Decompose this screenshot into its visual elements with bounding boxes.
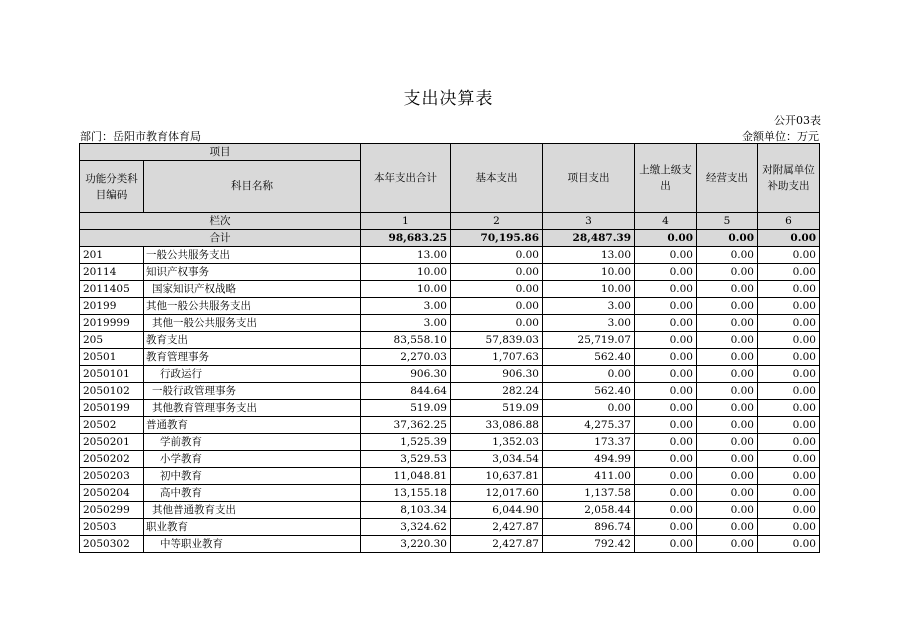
amount-cell: 0.00 xyxy=(697,264,758,281)
column-index: 4 xyxy=(635,213,697,230)
subject-name: 其他一般公共服务支出 xyxy=(144,298,361,315)
table-row xyxy=(80,366,820,383)
amount-cell: 494.99 xyxy=(543,451,635,468)
subject-code: 2011405 xyxy=(80,281,144,298)
amount-cell: 0.00 xyxy=(758,383,820,400)
table-row xyxy=(80,451,820,468)
form-number: 公开03表 xyxy=(774,114,821,127)
amount-cell: 0.00 xyxy=(451,298,543,315)
total-value: 70,195.86 xyxy=(451,230,543,247)
table-row xyxy=(80,519,820,536)
subject-code: 2019999 xyxy=(80,315,144,332)
amount-cell: 1,352.03 xyxy=(451,434,543,451)
amount-cell: 0.00 xyxy=(635,264,697,281)
amount-cell: 0.00 xyxy=(758,536,820,553)
amount-cell: 25,719.07 xyxy=(543,332,635,349)
header-code: 功能分类科目编码 xyxy=(80,161,144,213)
amount-cell: 2,427.87 xyxy=(451,536,543,553)
table-row xyxy=(80,247,820,264)
amount-cell: 0.00 xyxy=(758,485,820,502)
amount-cell: 3.00 xyxy=(543,298,635,315)
subject-code: 20503 xyxy=(80,519,144,536)
subject-name: 教育支出 xyxy=(144,332,361,349)
subject-name: 其他教育管理事务支出 xyxy=(144,400,361,417)
amount-cell: 0.00 xyxy=(635,536,697,553)
amount-cell: 57,839.03 xyxy=(451,332,543,349)
subject-code: 2050302 xyxy=(80,536,144,553)
amount-cell: 2,058.44 xyxy=(543,502,635,519)
amount-cell: 0.00 xyxy=(758,281,820,298)
amount-cell: 0.00 xyxy=(635,298,697,315)
subject-name: 教育管理事务 xyxy=(144,349,361,366)
header-upper: 上缴上级支出 xyxy=(635,144,697,213)
amount-cell: 792.42 xyxy=(543,536,635,553)
amount-cell: 0.00 xyxy=(758,468,820,485)
amount-cell: 3.00 xyxy=(543,315,635,332)
amount-cell: 0.00 xyxy=(635,451,697,468)
amount-cell: 0.00 xyxy=(697,485,758,502)
subject-name: 一般公共服务支出 xyxy=(144,247,361,264)
amount-cell: 0.00 xyxy=(697,349,758,366)
column-index-label: 栏次 xyxy=(80,213,361,230)
amount-cell: 0.00 xyxy=(758,315,820,332)
subject-code: 2050203 xyxy=(80,468,144,485)
amount-cell: 0.00 xyxy=(758,247,820,264)
amount-cell: 906.30 xyxy=(451,366,543,383)
amount-cell: 519.09 xyxy=(451,400,543,417)
amount-cell: 0.00 xyxy=(758,502,820,519)
column-index: 2 xyxy=(451,213,543,230)
amount-cell: 0.00 xyxy=(543,400,635,417)
amount-cell: 0.00 xyxy=(697,451,758,468)
amount-cell: 0.00 xyxy=(635,315,697,332)
table-row xyxy=(80,434,820,451)
amount-cell: 519.09 xyxy=(361,400,451,417)
amount-cell: 0.00 xyxy=(697,298,758,315)
total-value: 0.00 xyxy=(758,230,820,247)
subject-name: 高中教育 xyxy=(144,485,361,502)
amount-cell: 0.00 xyxy=(758,366,820,383)
subject-code: 205 xyxy=(80,332,144,349)
total-value: 28,487.39 xyxy=(543,230,635,247)
subject-name: 小学教育 xyxy=(144,451,361,468)
amount-cell: 411.00 xyxy=(543,468,635,485)
amount-cell: 10.00 xyxy=(543,264,635,281)
amount-unit-label: 金额单位：万元 xyxy=(742,130,819,143)
amount-cell: 0.00 xyxy=(635,366,697,383)
header-total: 本年支出合计 xyxy=(361,144,451,213)
amount-cell: 33,086.88 xyxy=(451,417,543,434)
total-value: 98,683.25 xyxy=(361,230,451,247)
amount-cell: 0.00 xyxy=(451,315,543,332)
amount-cell: 0.00 xyxy=(758,519,820,536)
amount-cell: 0.00 xyxy=(697,417,758,434)
subject-name: 普通教育 xyxy=(144,417,361,434)
table-row xyxy=(80,315,820,332)
amount-cell: 0.00 xyxy=(758,349,820,366)
amount-cell: 0.00 xyxy=(635,332,697,349)
subject-name: 行政运行 xyxy=(144,366,361,383)
amount-cell: 12,017.60 xyxy=(451,485,543,502)
table-row xyxy=(80,349,820,366)
amount-cell: 0.00 xyxy=(697,366,758,383)
amount-cell: 0.00 xyxy=(635,383,697,400)
header-basic: 基本支出 xyxy=(451,144,543,213)
amount-cell: 562.40 xyxy=(543,349,635,366)
subject-name: 其他普通教育支出 xyxy=(144,502,361,519)
amount-cell: 282.24 xyxy=(451,383,543,400)
amount-cell: 13,155.18 xyxy=(361,485,451,502)
amount-cell: 3.00 xyxy=(361,298,451,315)
header-project: 项目 xyxy=(80,144,361,161)
amount-cell: 0.00 xyxy=(635,349,697,366)
table-row xyxy=(80,332,820,349)
amount-cell: 3,529.53 xyxy=(361,451,451,468)
amount-cell: 13.00 xyxy=(543,247,635,264)
amount-cell: 83,558.10 xyxy=(361,332,451,349)
table-row xyxy=(80,400,820,417)
amount-cell: 0.00 xyxy=(697,332,758,349)
amount-cell: 0.00 xyxy=(758,434,820,451)
amount-cell: 2,427.87 xyxy=(451,519,543,536)
amount-cell: 8,103.34 xyxy=(361,502,451,519)
amount-cell: 1,137.58 xyxy=(543,485,635,502)
amount-cell: 562.40 xyxy=(543,383,635,400)
subject-code: 2050201 xyxy=(80,434,144,451)
amount-cell: 0.00 xyxy=(635,247,697,264)
amount-cell: 0.00 xyxy=(635,400,697,417)
table-row xyxy=(80,264,820,281)
subject-code: 20501 xyxy=(80,349,144,366)
table-row xyxy=(80,485,820,502)
total-value: 0.00 xyxy=(697,230,758,247)
amount-cell: 844.64 xyxy=(361,383,451,400)
amount-cell: 0.00 xyxy=(635,485,697,502)
amount-cell: 10.00 xyxy=(361,281,451,298)
amount-cell: 906.30 xyxy=(361,366,451,383)
amount-cell: 10.00 xyxy=(361,264,451,281)
amount-cell: 0.00 xyxy=(697,400,758,417)
subject-code: 20502 xyxy=(80,417,144,434)
subject-code: 2050204 xyxy=(80,485,144,502)
subject-code: 20199 xyxy=(80,298,144,315)
subject-name: 职业教育 xyxy=(144,519,361,536)
subject-code: 2050101 xyxy=(80,366,144,383)
subject-name: 一般行政管理事务 xyxy=(144,383,361,400)
column-index: 6 xyxy=(758,213,820,230)
amount-cell: 0.00 xyxy=(758,400,820,417)
table-row xyxy=(80,502,820,519)
subject-code: 20114 xyxy=(80,264,144,281)
amount-cell: 1,525.39 xyxy=(361,434,451,451)
subject-name: 其他一般公共服务支出 xyxy=(144,315,361,332)
header-subsidy: 对附属单位补助支出 xyxy=(758,144,820,213)
amount-cell: 0.00 xyxy=(635,502,697,519)
header-name: 科目名称 xyxy=(144,161,361,213)
amount-cell: 0.00 xyxy=(697,281,758,298)
amount-cell: 896.74 xyxy=(543,519,635,536)
table-row xyxy=(80,468,820,485)
amount-cell: 37,362.25 xyxy=(361,417,451,434)
amount-cell: 13.00 xyxy=(361,247,451,264)
header-project-expense: 项目支出 xyxy=(543,144,635,213)
amount-cell: 11,048.81 xyxy=(361,468,451,485)
amount-cell: 0.00 xyxy=(697,315,758,332)
table-row xyxy=(80,417,820,434)
expenditure-table xyxy=(79,143,820,553)
amount-cell: 0.00 xyxy=(451,264,543,281)
subject-name: 中等职业教育 xyxy=(144,536,361,553)
header-business: 经营支出 xyxy=(697,144,758,213)
total-row xyxy=(80,230,820,247)
amount-cell: 0.00 xyxy=(451,247,543,264)
amount-cell: 10.00 xyxy=(543,281,635,298)
amount-cell: 4,275.37 xyxy=(543,417,635,434)
subject-code: 2050102 xyxy=(80,383,144,400)
total-value: 0.00 xyxy=(635,230,697,247)
subject-name: 国家知识产权战略 xyxy=(144,281,361,298)
amount-cell: 0.00 xyxy=(758,264,820,281)
subject-code: 2050202 xyxy=(80,451,144,468)
subject-name: 初中教育 xyxy=(144,468,361,485)
amount-cell: 0.00 xyxy=(635,281,697,298)
table-row xyxy=(80,536,820,553)
subject-name: 知识产权事务 xyxy=(144,264,361,281)
amount-cell: 3,034.54 xyxy=(451,451,543,468)
amount-cell: 0.00 xyxy=(451,281,543,298)
amount-cell: 6,044.90 xyxy=(451,502,543,519)
amount-cell: 0.00 xyxy=(635,434,697,451)
amount-cell: 3,324.62 xyxy=(361,519,451,536)
amount-cell: 10,637.81 xyxy=(451,468,543,485)
subject-name: 学前教育 xyxy=(144,434,361,451)
amount-cell: 0.00 xyxy=(635,417,697,434)
amount-cell: 0.00 xyxy=(758,451,820,468)
page-title: 支出决算表 xyxy=(403,89,494,109)
subject-code: 201 xyxy=(80,247,144,264)
amount-cell: 0.00 xyxy=(758,332,820,349)
table-row xyxy=(80,298,820,315)
amount-cell: 0.00 xyxy=(635,519,697,536)
amount-cell: 0.00 xyxy=(697,247,758,264)
amount-cell: 0.00 xyxy=(697,502,758,519)
total-label: 合计 xyxy=(80,230,361,247)
subject-code: 2050299 xyxy=(80,502,144,519)
amount-cell: 0.00 xyxy=(758,417,820,434)
amount-cell: 1,707.63 xyxy=(451,349,543,366)
department-label: 部门：岳阳市教育体育局 xyxy=(80,130,201,143)
table-row xyxy=(80,383,820,400)
amount-cell: 0.00 xyxy=(758,298,820,315)
amount-cell: 0.00 xyxy=(697,536,758,553)
column-index: 5 xyxy=(697,213,758,230)
amount-cell: 0.00 xyxy=(697,434,758,451)
table-row xyxy=(80,281,820,298)
amount-cell: 0.00 xyxy=(697,468,758,485)
amount-cell: 2,270.03 xyxy=(361,349,451,366)
amount-cell: 3,220.30 xyxy=(361,536,451,553)
amount-cell: 0.00 xyxy=(697,383,758,400)
amount-cell: 3.00 xyxy=(361,315,451,332)
column-index: 1 xyxy=(361,213,451,230)
amount-cell: 0.00 xyxy=(635,468,697,485)
amount-cell: 0.00 xyxy=(543,366,635,383)
amount-cell: 173.37 xyxy=(543,434,635,451)
amount-cell: 0.00 xyxy=(697,519,758,536)
subject-code: 2050199 xyxy=(80,400,144,417)
column-index: 3 xyxy=(543,213,635,230)
